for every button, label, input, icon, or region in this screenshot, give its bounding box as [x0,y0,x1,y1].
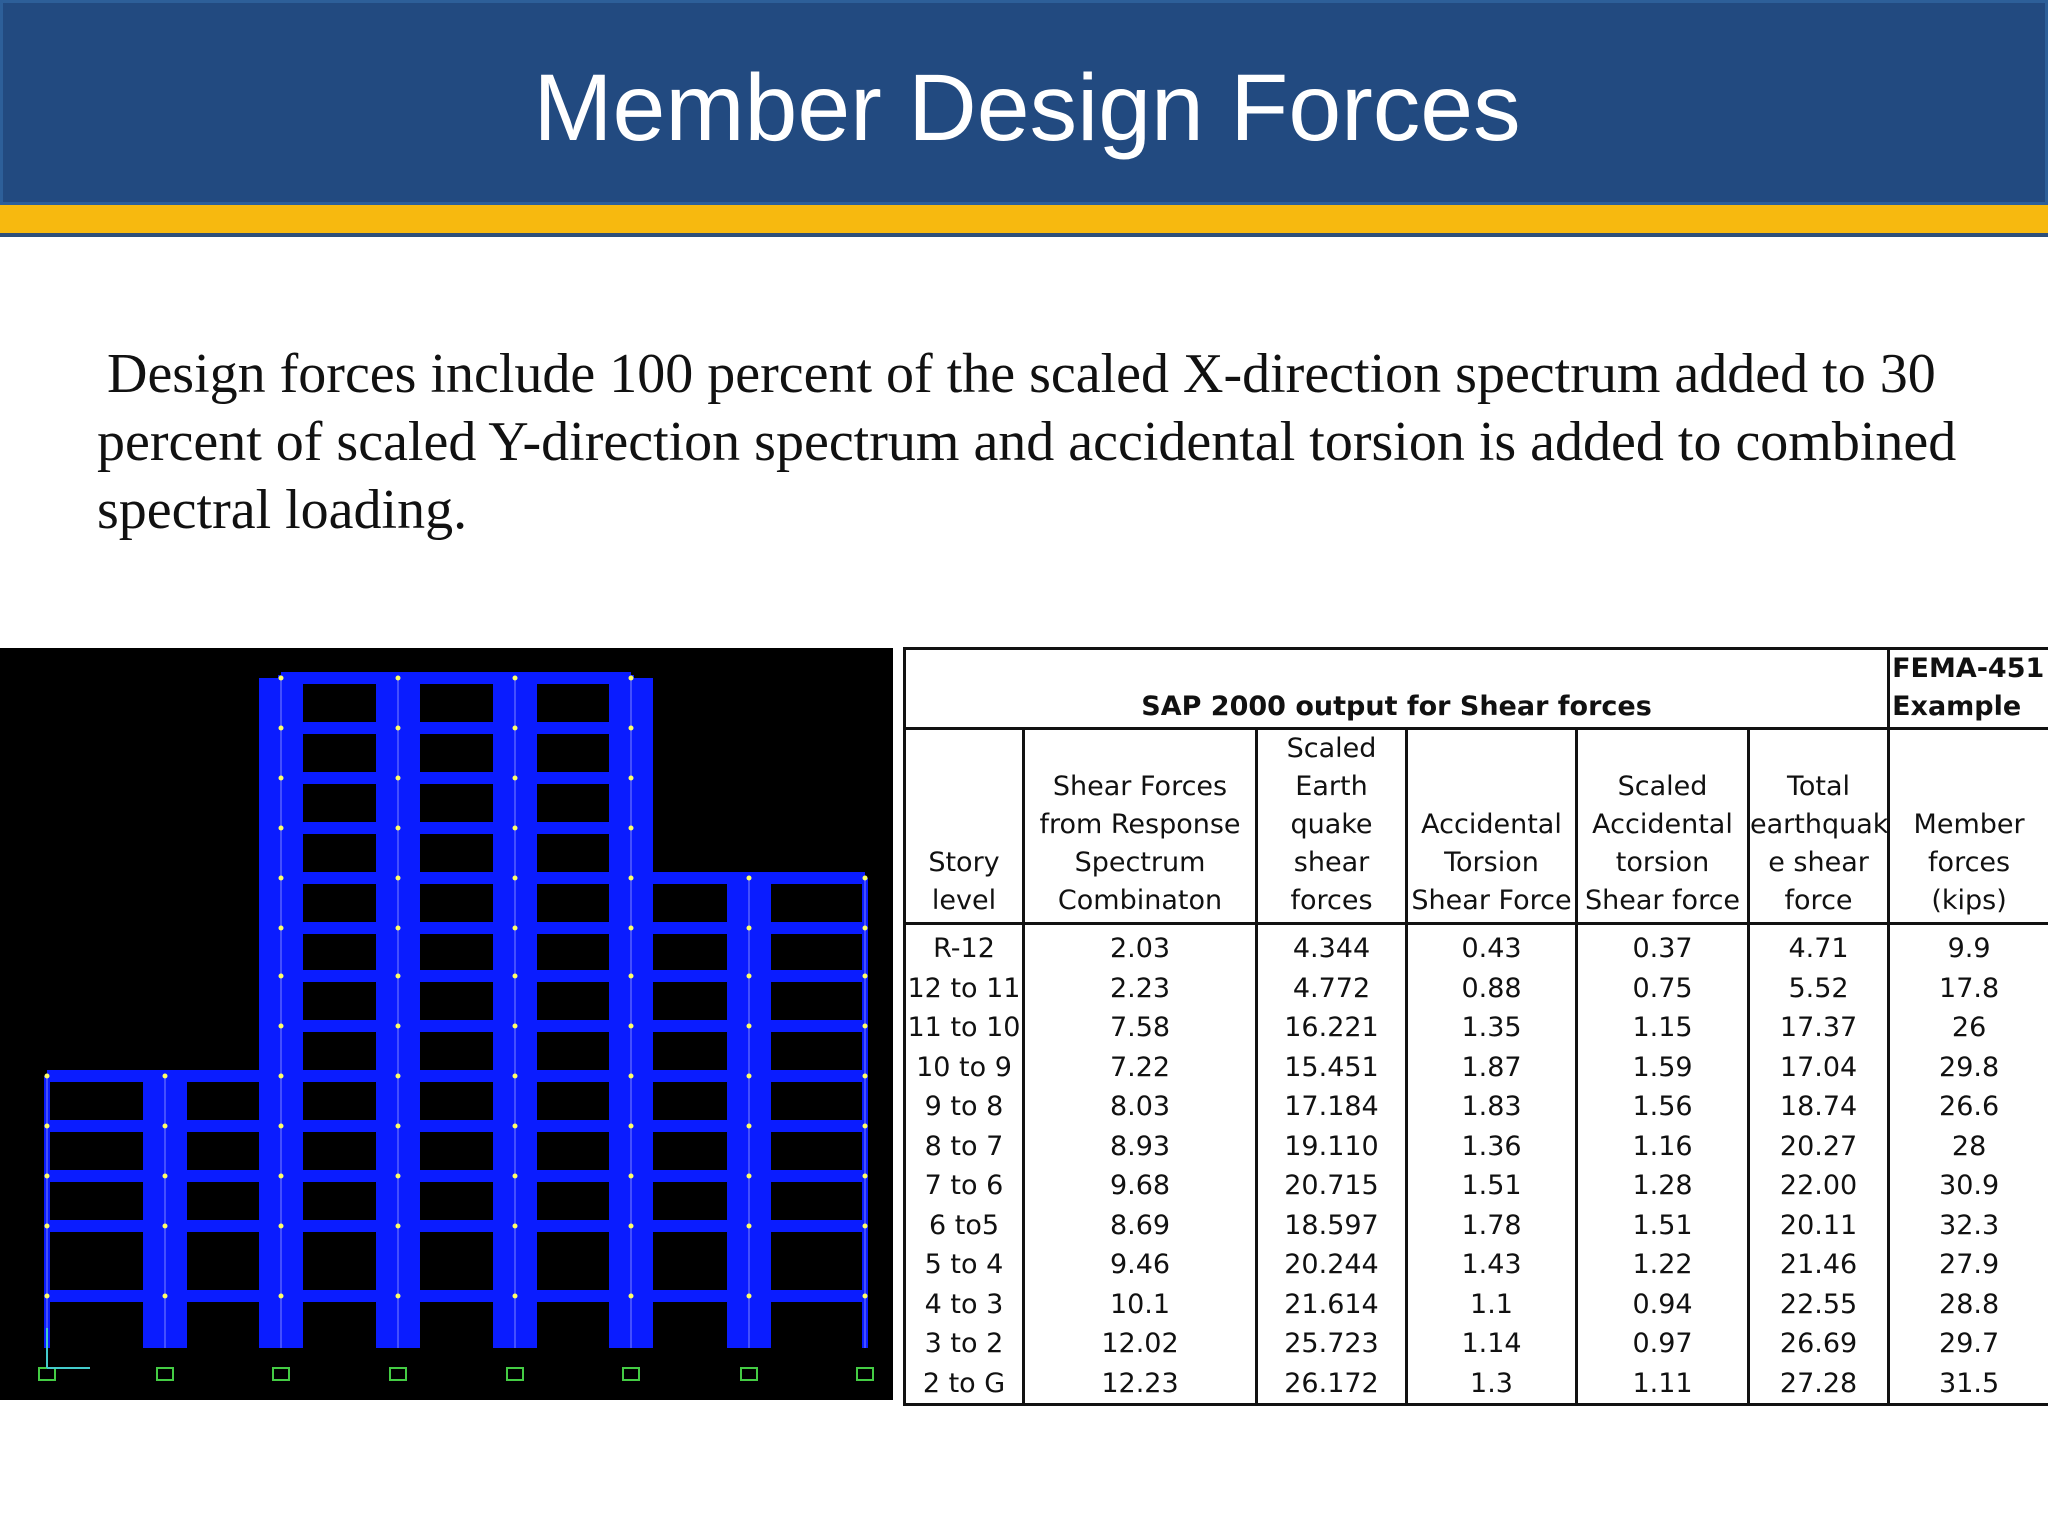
table-cell: 5.52 [1749,969,1889,1009]
frame-joint [396,776,401,781]
accent-bar [0,205,2048,237]
frame-joint [629,676,634,681]
table-cell: 18.74 [1749,1087,1889,1127]
table-row [905,969,2048,1009]
column-header-line: Scaled [1617,771,1708,802]
column-header-line: Accidental [1421,809,1562,840]
table-cell: 27.9 [1889,1245,2048,1285]
table-cell: 20.11 [1749,1206,1889,1246]
table-cell: 1.15 [1577,1008,1749,1048]
column-header-line: Accidental [1592,809,1733,840]
frame-joint [863,974,868,979]
frame-joint [45,1174,50,1179]
body-paragraph: Design forces include 100 percent of the scaled X-direction spectrum added to 30 percent of scaled Y-direction spectrum and accidental torsion is added to combined spectral loading. [97,343,1957,541]
frame-joint [396,1124,401,1129]
frame-joint [629,974,634,979]
frame-joint [513,676,518,681]
table-cell: 8.69 [1024,1206,1257,1246]
table-cell: 17.37 [1749,1008,1889,1048]
frame-joint [45,1124,50,1129]
column-header-line: earthquak [1750,809,1889,840]
table-cell: 4.344 [1257,924,1407,969]
frame-joint [396,926,401,931]
frame-joint [629,1174,634,1179]
frame-joint [513,1174,518,1179]
table-cell: 2.23 [1024,969,1257,1009]
column-header [1407,729,1577,924]
table-row [905,1048,2048,1088]
table-cell: 11 to 10 [905,1008,1024,1048]
frame-joint [396,1074,401,1079]
frame-joint [513,974,518,979]
support-symbol [741,1368,757,1380]
frame-joint [513,1294,518,1299]
table-cell: 0.37 [1577,924,1749,969]
table-cell: 1.1 [1407,1285,1577,1325]
column-header-line: Combinaton [1057,885,1223,916]
frame-joint [747,974,752,979]
column-header-line: (kips) [1931,885,2007,916]
frame-joint [279,876,284,881]
table-cell: 1.51 [1407,1166,1577,1206]
frame-joint [279,1124,284,1129]
column-header-line: Shear force [1584,885,1741,916]
frame-joint [863,1224,868,1229]
table-cell: 6 to5 [905,1206,1024,1246]
frame-joint [279,974,284,979]
table-title: SAP 2000 output for Shear forces [905,649,1889,729]
frame-joint [45,1294,50,1299]
frame-joint [279,1294,284,1299]
table-cell: 22.00 [1749,1166,1889,1206]
column-header-line: Scaled [1286,733,1377,764]
table-cell: 21.614 [1257,1285,1407,1325]
column-header-line: quake [1290,809,1373,840]
table-cell: 5 to 4 [905,1245,1024,1285]
table-cell: 26.69 [1749,1324,1889,1364]
shear-forces-table-container [903,647,2048,1406]
table-cell: 28 [1889,1127,2048,1167]
table-cell: 16.221 [1257,1008,1407,1048]
frame-joint [279,726,284,731]
table-row [905,1008,2048,1048]
table-cell: 1.59 [1577,1048,1749,1088]
frame-joint [163,1224,168,1229]
frame-joint [396,1174,401,1179]
table-cell: 10 to 9 [905,1048,1024,1088]
frame-joint [629,1224,634,1229]
column-header-row [905,729,2048,924]
table-cell: 1.51 [1577,1206,1749,1246]
column-header-line: level [931,885,997,916]
table-cell: 1.16 [1577,1127,1749,1167]
frame-joint [513,1074,518,1079]
frame-roof-outline [281,678,631,728]
table-cell: 8 to 7 [905,1127,1024,1167]
column-header-line: Earth [1295,771,1368,802]
column-header-line: e shear [1768,847,1869,878]
column-header-line: Shear Forces [1052,771,1228,802]
table-cell: 0.43 [1407,924,1577,969]
table-cell: 1.35 [1407,1008,1577,1048]
frame-joint [629,1294,634,1299]
table-cell: 30.9 [1889,1166,2048,1206]
table-cell: 25.723 [1257,1324,1407,1364]
table-cell: 0.94 [1577,1285,1749,1325]
table-cell: 7.22 [1024,1048,1257,1088]
frame-joint [163,1074,168,1079]
table-cell: 1.87 [1407,1048,1577,1088]
table-cell: 28.8 [1889,1285,2048,1325]
table-cell: 1.22 [1577,1245,1749,1285]
frame-joint [396,876,401,881]
frame-joint [396,1024,401,1029]
frame-joint [863,1024,868,1029]
frame-joint [513,1224,518,1229]
support-symbol [157,1368,173,1380]
table-cell: 12.23 [1024,1364,1257,1405]
table-row [905,1087,2048,1127]
column-header-line: Total [1787,771,1851,802]
table-cell: 7 to 6 [905,1166,1024,1206]
table-cell: 0.88 [1407,969,1577,1009]
table-cell: 0.97 [1577,1324,1749,1364]
table-cell: 4.71 [1749,924,1889,969]
table-cell: 15.451 [1257,1048,1407,1088]
table-cell: 8.93 [1024,1127,1257,1167]
frame-joint [629,726,634,731]
table-cell: 29.8 [1889,1048,2048,1088]
table-row [905,924,2048,969]
column-header [905,729,1024,924]
table-row [905,1285,2048,1325]
table-cell: 18.597 [1257,1206,1407,1246]
frame-joint [747,926,752,931]
frame-joint [747,1174,752,1179]
frame-joint [863,926,868,931]
table-cell: 29.7 [1889,1324,2048,1364]
table-cell: 26.6 [1889,1087,2048,1127]
table-cell: 1.78 [1407,1206,1577,1246]
frame-joint [279,926,284,931]
frame-joint [279,1174,284,1179]
frame-joint [163,1294,168,1299]
frame-joint [163,1174,168,1179]
table-row [905,1364,2048,1405]
frame-joint [396,1294,401,1299]
frame-joint [396,726,401,731]
frame-joint [747,1074,752,1079]
frame-joint [629,1124,634,1129]
frame-joint [629,926,634,931]
frame-joint [747,1224,752,1229]
table-cell: 20.715 [1257,1166,1407,1206]
frame-joint [513,826,518,831]
table-cell: 4.772 [1257,969,1407,1009]
frame-joint [45,1074,50,1079]
frame-joint [629,826,634,831]
table-cell: 9 to 8 [905,1087,1024,1127]
table-cell: 21.46 [1749,1245,1889,1285]
table-cell: 2 to G [905,1364,1024,1405]
table-row [905,1324,2048,1364]
table-cell: 4 to 3 [905,1285,1024,1325]
table-cell: 9.68 [1024,1166,1257,1206]
table-cell: 17.04 [1749,1048,1889,1088]
title-bar [0,0,2048,205]
frame-joint [279,1224,284,1229]
table-cell: 26 [1889,1008,2048,1048]
frame-joint [396,826,401,831]
frame-joint [863,1074,868,1079]
table-cell: 17.8 [1889,969,2048,1009]
frame-joint [513,726,518,731]
support-symbol [390,1368,406,1380]
frame-joint [863,1124,868,1129]
table-cell: 19.110 [1257,1127,1407,1167]
frame-joint [279,1024,284,1029]
table-cell: 9.9 [1889,924,2048,969]
column-header-line: from Response [1039,809,1241,840]
frame-joint [513,876,518,881]
support-symbol [623,1368,639,1380]
frame-joint [513,1124,518,1129]
column-header-line: Torsion [1444,847,1539,878]
table-body [905,924,2048,1405]
slide-title: Member Design Forces [533,55,1521,161]
table-cell: 2.03 [1024,924,1257,969]
frame-joint [747,1124,752,1129]
support-symbol [507,1368,523,1380]
table-cell: 7.58 [1024,1008,1257,1048]
column-header-line: shear [1293,847,1370,878]
column-header-line: Shear Force [1411,885,1572,916]
table-cell: 1.28 [1577,1166,1749,1206]
table-cell: 1.3 [1407,1364,1577,1405]
frame-joint [279,1074,284,1079]
table-cell: 0.75 [1577,969,1749,1009]
frame-joint [513,776,518,781]
frame-joint [747,1024,752,1029]
support-symbol [857,1368,873,1380]
table-cell: 9.46 [1024,1245,1257,1285]
table-row [905,1245,2048,1285]
table-cell: 26.172 [1257,1364,1407,1405]
frame-joint [863,876,868,881]
frame-joint [396,676,401,681]
column-header [1577,729,1749,924]
frame-joint [863,1294,868,1299]
table-cell: R-12 [905,924,1024,969]
column-header [1024,729,1257,924]
table-cell: 1.43 [1407,1245,1577,1285]
table-cell: 1.11 [1577,1364,1749,1405]
column-header-line: torsion [1615,847,1710,878]
table-cell: 1.14 [1407,1324,1577,1364]
frame-joint [279,776,284,781]
table-row [905,1127,2048,1167]
column-header [1889,729,2048,924]
frame-joint [279,676,284,681]
frame-joint [629,1024,634,1029]
column-header [1257,729,1407,924]
table-cell: 31.5 [1889,1364,2048,1405]
table-cell: 1.83 [1407,1087,1577,1127]
frame-joint [396,974,401,979]
table-cell: 27.28 [1749,1364,1889,1405]
column-header-line: forces [1290,885,1373,916]
column-header [1749,729,1889,924]
structural-frame-view [0,648,893,1400]
table-cell: 22.55 [1749,1285,1889,1325]
column-header-line: forces [1928,847,2011,878]
frame-joint [163,1124,168,1129]
frame-joint [629,776,634,781]
frame-joint [513,1024,518,1029]
column-header-line: Member [1913,809,2025,840]
support-symbol [273,1368,289,1380]
table-cell: 17.184 [1257,1087,1407,1127]
table-row [905,1206,2048,1246]
table-cell: 1.56 [1577,1087,1749,1127]
column-header-line: Spectrum [1074,847,1206,878]
support-symbol [39,1368,55,1380]
frame-joint [747,876,752,881]
frame-joint [396,1224,401,1229]
frame-model-drawing [0,648,893,1400]
frame-joint [45,1224,50,1229]
table-cell: 10.1 [1024,1285,1257,1325]
frame-joint [629,1074,634,1079]
table-cell: 20.244 [1257,1245,1407,1285]
table-cell: 12 to 11 [905,969,1024,1009]
table-cell: 1.36 [1407,1127,1577,1167]
shear-forces-table [903,647,2048,1406]
table-row [905,1166,2048,1206]
table-cell: 3 to 2 [905,1324,1024,1364]
frame-joint [629,876,634,881]
column-header-line: Story [928,847,1000,878]
frame-joint [279,826,284,831]
table-cell: 8.03 [1024,1087,1257,1127]
frame-joint [513,926,518,931]
fema-label: FEMA-451 Example [1889,649,2048,729]
table-cell: 20.27 [1749,1127,1889,1167]
table-cell: 12.02 [1024,1324,1257,1364]
table-cell: 32.3 [1889,1206,2048,1246]
frame-joint [863,1174,868,1179]
column-header-line: force [1784,885,1853,916]
frame-joint [747,1294,752,1299]
